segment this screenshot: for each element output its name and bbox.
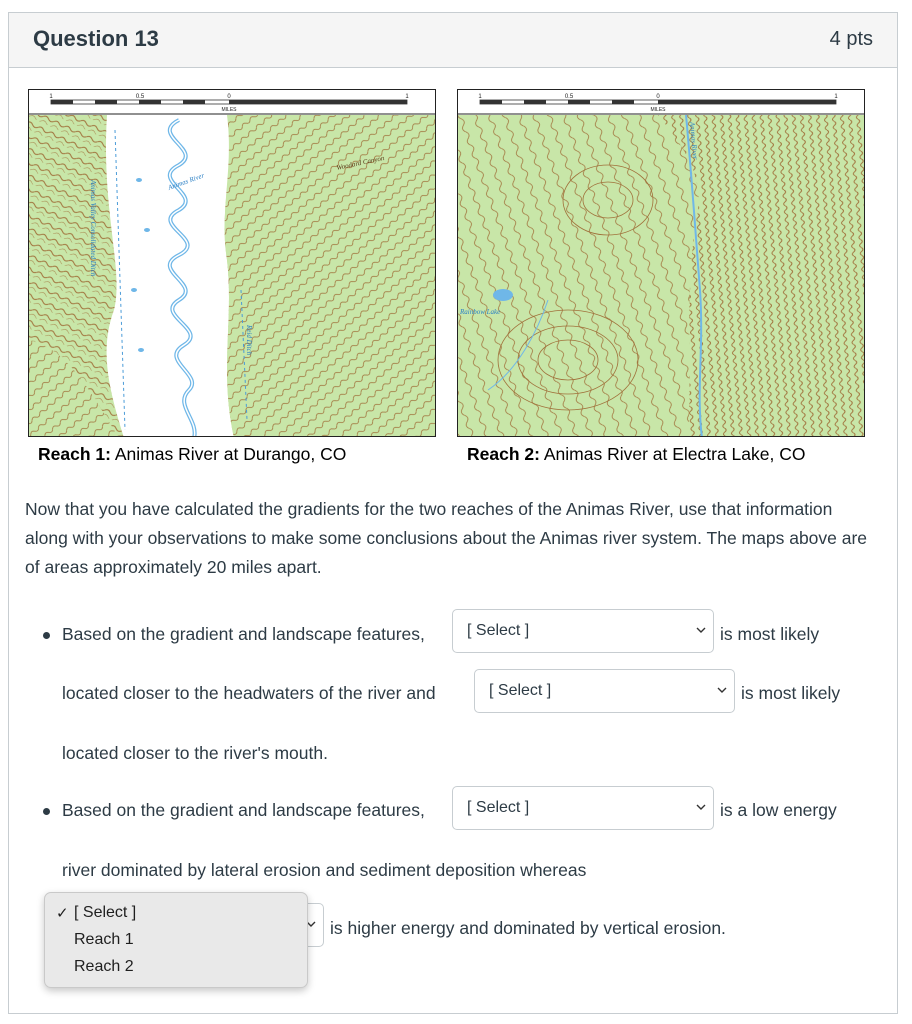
scale2-label-zero: 0 [656, 94, 660, 100]
b1-line1-after: is most likely [720, 624, 820, 644]
b1-line2-after: is most likely [741, 683, 841, 703]
dropdown-option-reach-1[interactable] [45, 928, 307, 955]
scale2-label-right: 1 [834, 94, 838, 100]
chevron-down-icon [716, 684, 728, 696]
label-animas-river-2: Animas River [688, 121, 700, 160]
scale-label-zero: 0 [227, 94, 231, 100]
topo-map-reach-1-graphic [29, 90, 436, 437]
dropdown-option-reach-1-label: Reach 1 [74, 931, 134, 948]
caption-reach-1-text: Animas River at Durango, CO [110, 444, 347, 464]
question-points: 4 pts [829, 28, 873, 50]
question-intro: Now that you have calculated the gradients for the two reaches of the Animas River, use that information along with your observations to make some conclusions about the Animas river system. The maps above are of areas approximately 20 miles apart. [25, 499, 868, 577]
label-animas-valley-ditch: Animas Valley Consolidated Ditch [89, 180, 97, 277]
scale-label-right: 1 [405, 94, 409, 100]
scale-label-half: 0.5 [135, 94, 145, 100]
caption-reach-1-label: Reach 1: [38, 444, 111, 464]
b2-line2: river dominated by lateral erosion and sediment deposition whereas [62, 860, 587, 880]
checkmark-icon: ✓ [56, 905, 69, 922]
bullet-2 [43, 808, 50, 815]
bullet-1 [43, 632, 50, 639]
b2-line1-after: is a low energy [720, 800, 837, 820]
question-title: Question 13 [33, 26, 159, 51]
b1-line3: located closer to the river's mouth. [62, 743, 328, 763]
scale2-label-half: 0.5 [564, 94, 574, 100]
label-reid-ditch: Reid Ditch [245, 325, 253, 356]
select-dropdown-menu [44, 892, 308, 988]
select-low-energy-reach-value: [ Select ] [467, 799, 530, 816]
b2-line3-after: is higher energy and dominated by vertical erosion. [330, 918, 726, 938]
select-low-energy-reach[interactable] [452, 786, 714, 830]
topo-map-reach-2 [457, 89, 865, 437]
select-mouth-reach[interactable] [474, 669, 735, 713]
question-header [9, 13, 897, 68]
caption-reach-1 [38, 444, 346, 465]
topo-map-reach-1 [28, 89, 436, 437]
b2-line1-before: Based on the gradient and landscape features, [62, 800, 425, 820]
b1-line1-before: Based on the gradient and landscape features, [62, 624, 425, 644]
select-headwaters-reach-value: [ Select ] [467, 622, 530, 639]
chevron-down-icon [695, 801, 707, 813]
caption-reach-2-label: Reach 2: [467, 444, 540, 464]
select-headwaters-reach[interactable] [452, 609, 714, 653]
dropdown-option-select[interactable] [45, 901, 307, 928]
dropdown-option-select-label: [ Select ] [74, 904, 137, 921]
scale2-label-left: 1 [478, 94, 482, 100]
select-mouth-reach-value: [ Select ] [489, 682, 552, 699]
label-animas-river-1: Animas River [166, 171, 206, 192]
b1-line2-before: located closer to the headwaters of the river and [62, 683, 436, 703]
dropdown-option-reach-2-label: Reach 2 [74, 958, 134, 975]
scale-unit: MILES [221, 107, 237, 113]
scale-label-left: 1 [49, 94, 53, 100]
topo-map-reach-2-graphic [458, 90, 865, 437]
scale2-unit: MILES [650, 107, 666, 113]
label-woodard-canyon: Woodard Canyon [335, 154, 386, 172]
chevron-down-icon [695, 624, 707, 636]
caption-reach-2-text: Animas River at Electra Lake, CO [539, 444, 806, 464]
dropdown-option-reach-2[interactable] [45, 955, 307, 982]
label-rainbow-lake: Rainbow Lake [460, 308, 501, 316]
caption-reach-2 [467, 444, 805, 465]
